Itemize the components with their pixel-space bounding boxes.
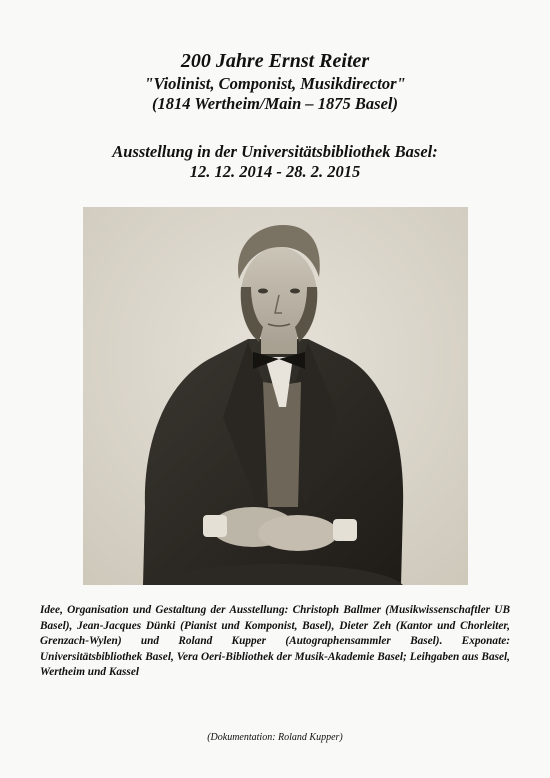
credits-paragraph: Idee, Organisation und Gestaltung der Ausstellung: Christoph Ballmer (Musikwissenschaftler UB Basel), Jean-Jacques Dünki (Pianist und Komponist, Basel), Dieter Zeh (Kantor und Chorleiter, Grenzach-Wylen) und Roland Kupper (Autographensammler Basel). Exponate: Universitätsbibliothek Basel, Vera Oeri-Bibliothek der Musik-Akademie Basel; Leihgaben aus Basel, Wertheim und Kassel (40, 604, 510, 678)
exhibition-venue: Ausstellung in der Universitätsbibliothek Basel: (112, 142, 438, 161)
documentation-note: (Dokumentation: Roland Kupper) (207, 732, 343, 743)
portrait-photo (83, 207, 468, 585)
exhibition-info (0, 142, 550, 182)
subtitle-professions: "Violinist, Componist, Musikdirector" (144, 74, 406, 93)
poster-subtitle (0, 74, 550, 114)
subtitle-life-dates: (1814 Wertheim/Main – 1875 Basel) (152, 94, 398, 113)
exhibition-dates: 12. 12. 2014 - 28. 2. 2015 (189, 162, 361, 181)
poster-title: 200 Jahre Ernst Reiter (180, 50, 370, 72)
